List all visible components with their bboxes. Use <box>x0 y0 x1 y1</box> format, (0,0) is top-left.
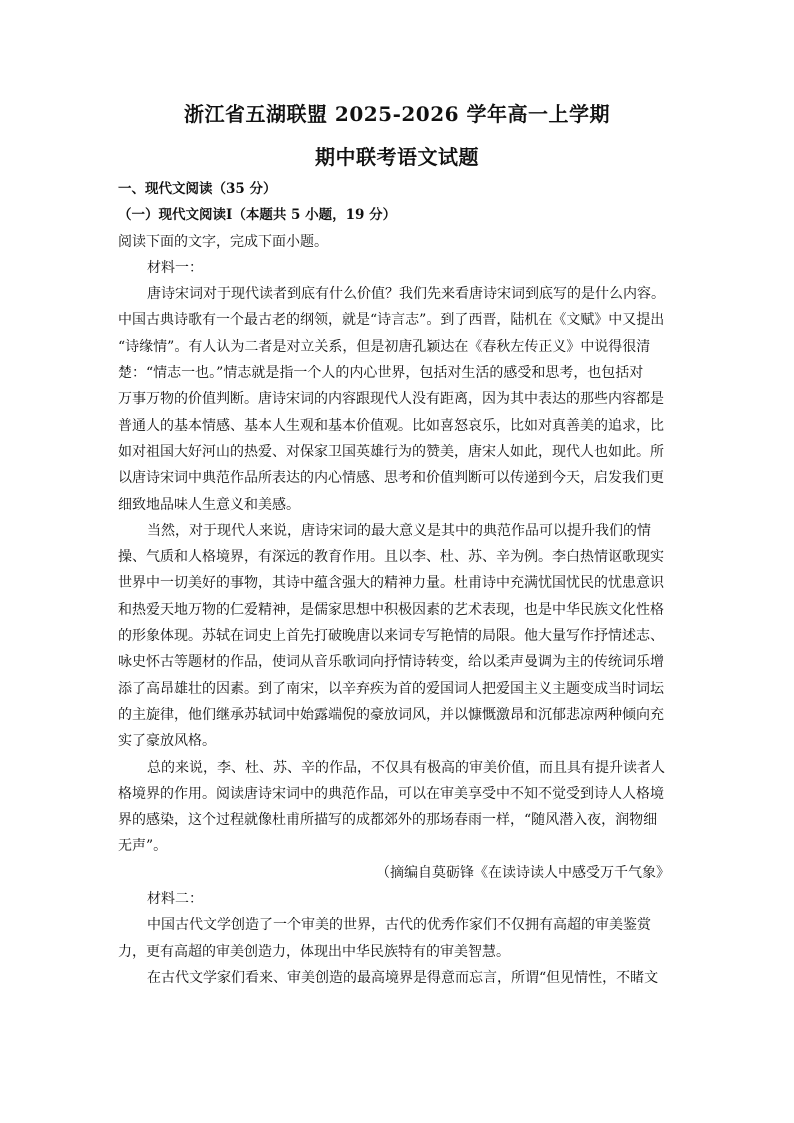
paragraph-line: 中国古典诗歌有一个最古老的纲领，就是“诗言志”。到了西晋，陆机在《文赋》中又提出 <box>118 312 665 329</box>
instruction-text: 阅读下面的文字，完成下面小题。 <box>118 233 328 250</box>
material1-label: 材料一： <box>147 259 203 276</box>
paragraph-line: 咏史怀古等题材的作品，使词从音乐歌词向抒情诗转变，给以柔声曼调为主的传统词乐增 <box>118 654 664 671</box>
paragraph-line: 操、气质和人格境界，有深远的教育作用。且以李、杜、苏、辛为例。李白热情讴歌现实 <box>118 549 664 566</box>
paragraph-line: 世界中一切美好的事物，其诗中蕴含强大的精神力量。杜甫诗中充满忧国忧民的忧患意识 <box>118 575 664 592</box>
paragraph-line: 以唐诗宋词中典范作品所表达的内心情感、思考和价值判断可以传递到今天，启发我们更 <box>118 470 664 487</box>
paragraph-line: 普通人的基本情感、基本人生观和基本价值观。比如喜怒哀乐，比如对真善美的追求，比 <box>118 417 664 434</box>
paragraph-line: 力，更有高超的审美创造力，体现出中华民族特有的审美智慧。 <box>118 943 510 960</box>
paragraph-line: 总的来说，李、杜、苏、辛的作品，不仅具有极高的审美价值，而且具有提升读者人 <box>147 759 665 776</box>
paragraph-line: 中国古代文学创造了一个审美的世界，古代的优秀作家们不仅拥有高超的审美鉴赏 <box>147 917 651 934</box>
paragraph-line: 细致地品味人生意义和美感。 <box>118 496 300 513</box>
paragraph-line: 格境界的作用。阅读唐诗宋词中的典范作品，可以在审美享受中不知不觉受到诗人人格境 <box>118 785 664 802</box>
material2-label: 材料二： <box>147 891 203 908</box>
paragraph-line: 楚：“情志一也。”情志就是指一个人的内心世界，包括对生活的感受和思考，也包括对 <box>118 365 644 382</box>
paragraph-line: 万事万物的价值判断。唐诗宋词的内容跟现代人没有距离，因为其中表达的那些内容都是 <box>118 391 664 408</box>
section-heading: 一、现代文阅读（35 分） <box>118 181 277 197</box>
paragraph-line: 唐诗宋词对于现代读者到底有什么价值？我们先来看唐诗宋词到底写的是什么内容。 <box>147 286 665 303</box>
source-citation: （摘编自莫砺锋《在读诗读人中感受万千气象》 <box>376 864 670 881</box>
document-body <box>118 176 676 991</box>
paragraph-line: 的主旋律，他们继承苏轼词中始露端倪的豪放词风，并以慷慨激昂和沉郁悲凉两种倾向充 <box>118 706 664 723</box>
paragraph-line: 的形象体现。苏轼在词史上首先打破晚唐以来词专写艳情的局限。他大量写作抒情述志、 <box>118 628 664 645</box>
document-title-line2: 期中联考语文试题 <box>315 145 479 169</box>
paragraph-line: “诗缘情”。有人认为二者是对立关系，但是初唐孔颖达在《春秋左传正义》中说得很清 <box>118 338 651 355</box>
paragraph-line: 如对祖国大好河山的热爱、对保家卫国英雄行为的赞美，唐宋人如此，现代人也如此。所 <box>118 443 664 460</box>
paragraph-line: 当然，对于现代人来说，唐诗宋词的最大意义是其中的典范作品可以提升我们的情 <box>147 522 651 539</box>
paragraph-line: 实了豪放风格。 <box>118 733 216 750</box>
subsection-heading: （一）现代文阅读Ⅰ（本题共 5 小题，19 分） <box>118 207 397 224</box>
paragraph-line: 添了高昂雄壮的因素。到了南宋，以辛弃疾为首的爱国词人把爱国主义主题变成当时词坛 <box>118 680 664 697</box>
paragraph-line: 无声”。 <box>118 838 168 855</box>
document-title-line1: 浙江省五湖联盟 2025-2026 学年高一上学期 <box>183 102 611 126</box>
paragraph-line: 在古代文学家们看来、审美创造的最高境界是得意而忘言，所谓“但见情性，不睹文 <box>147 969 659 986</box>
paragraph-line: 和热爱天地万物的仁爱精神，是儒家思想中积极因素的艺术表现，也是中华民族文化性格 <box>118 601 664 618</box>
paragraph-line: 界的感染，这个过程就像杜甫所描写的成都郊外的那场春雨一样，“随风潜入夜，润物细 <box>118 812 658 829</box>
